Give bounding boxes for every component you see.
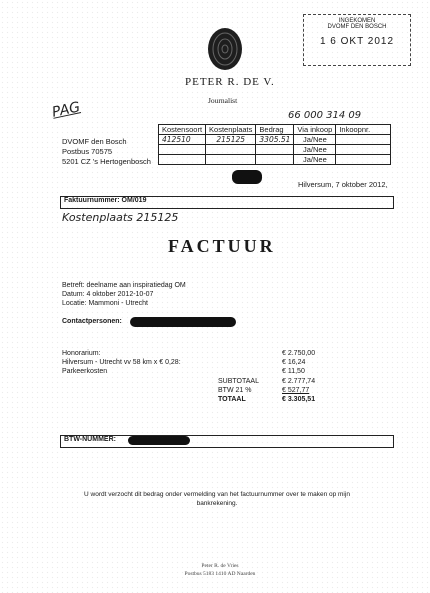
table-header-row xyxy=(159,125,391,135)
total-amount: € 527,77 xyxy=(282,387,310,394)
invoice-number-box xyxy=(60,196,394,209)
cell xyxy=(336,145,391,155)
totals xyxy=(218,377,368,404)
table-row xyxy=(159,135,391,145)
handwritten-kostenplaats: Kostenplaats 215125 xyxy=(62,211,179,224)
invoice-number: Faktuurnummer: OM/019 xyxy=(64,197,147,204)
cell: Ja/Nee xyxy=(294,155,336,165)
detail-datum: Datum: 4 oktober 2012-10-07 xyxy=(62,291,154,298)
cell xyxy=(256,145,294,155)
cell: Ja/Nee xyxy=(294,145,336,155)
cell: 412510 xyxy=(159,135,206,145)
header-cell: Bedrag xyxy=(256,125,294,135)
address-line: DVOMF den Bosch xyxy=(62,137,127,146)
line-item-amount: € 11,50 xyxy=(282,368,305,375)
total-label: TOTAAL xyxy=(218,396,246,403)
total-row xyxy=(218,386,368,395)
place-date: Hilversum, 7 oktober 2012, xyxy=(298,180,388,189)
stamp-date: 1 6 OKT 2012 xyxy=(319,36,395,47)
address-line: Postbus 70575 xyxy=(62,147,113,156)
payment-note: U wordt verzocht dit bedrag onder vermelding van het factuurnummer over te maken op mijn bankrekening. xyxy=(84,491,350,507)
cost-code-table xyxy=(158,124,391,165)
total-label: BTW 21 % xyxy=(218,387,252,394)
total-row xyxy=(218,395,368,404)
total-amount: € 2.777,74 xyxy=(282,378,316,385)
vat-number-box xyxy=(60,435,394,448)
line-items xyxy=(62,349,362,376)
vat-label: BTW-NUMMER: xyxy=(64,436,116,443)
stamp-line1: INGEKOMEN xyxy=(338,18,376,24)
cell: Ja/Nee xyxy=(294,135,336,145)
cell xyxy=(206,155,256,165)
cell xyxy=(159,145,206,155)
total-label: SUBTOTAAL xyxy=(218,378,259,385)
line-item xyxy=(62,349,362,358)
detail-locatie: Locatie: Mammoni - Utrecht xyxy=(62,300,148,307)
line-item xyxy=(62,358,362,367)
address-line: 5201 CZ 's Hertogenbosch xyxy=(62,157,151,166)
cell xyxy=(336,155,391,165)
line-item xyxy=(62,367,362,376)
handwritten-pag: PAG xyxy=(50,99,82,121)
footer-address xyxy=(150,562,290,578)
header-cell: Kostenplaats xyxy=(206,125,256,135)
cell xyxy=(336,135,391,145)
cell: 3305.51 xyxy=(256,135,294,145)
handwritten-reference: 66 000 314 09 xyxy=(288,110,362,121)
stamp-line2: DVOMF DEN BOSCH xyxy=(327,24,387,30)
fingerprint-logo-icon xyxy=(205,25,245,73)
invoice-details xyxy=(62,281,186,308)
header-cell: Kostensoort xyxy=(159,125,206,135)
total-row xyxy=(218,377,368,386)
invoice-heading: FACTUUR xyxy=(168,236,276,256)
redaction-vat xyxy=(128,436,190,445)
redaction-contact xyxy=(130,317,236,327)
footer-line: Postbus 5183 1410 AD Naarden xyxy=(184,571,256,577)
header-cell: Inkoopnr. xyxy=(336,125,391,135)
recipient-address xyxy=(62,137,151,167)
letterhead-title: Journalist xyxy=(208,96,238,105)
cell xyxy=(159,155,206,165)
contact-label: Contactpersonen: xyxy=(62,318,122,325)
line-item-amount: € 2.750,00 xyxy=(282,350,316,357)
line-item-label: Hilversum - Utrecht vv 58 km x € 0,28: xyxy=(62,359,181,366)
received-stamp xyxy=(303,14,411,66)
line-item-label: Honorarium: xyxy=(62,350,101,357)
table-row xyxy=(159,145,391,155)
cell xyxy=(256,155,294,165)
letterhead-name: PETER R. DE V. xyxy=(185,76,275,88)
line-item-label: Parkeerkosten xyxy=(62,368,108,375)
redaction-small xyxy=(232,170,262,184)
table-row xyxy=(159,155,391,165)
line-item-amount: € 16,24 xyxy=(282,359,306,366)
footer-line: Peter R. de Vries xyxy=(201,563,239,569)
header-cell: Via inkoop xyxy=(294,125,336,135)
detail-betreft: Betreft: deelname aan inspiratiedag OM xyxy=(62,282,186,289)
cell: 215125 xyxy=(206,135,256,145)
cell xyxy=(206,145,256,155)
total-amount: € 3.305,51 xyxy=(282,396,316,403)
